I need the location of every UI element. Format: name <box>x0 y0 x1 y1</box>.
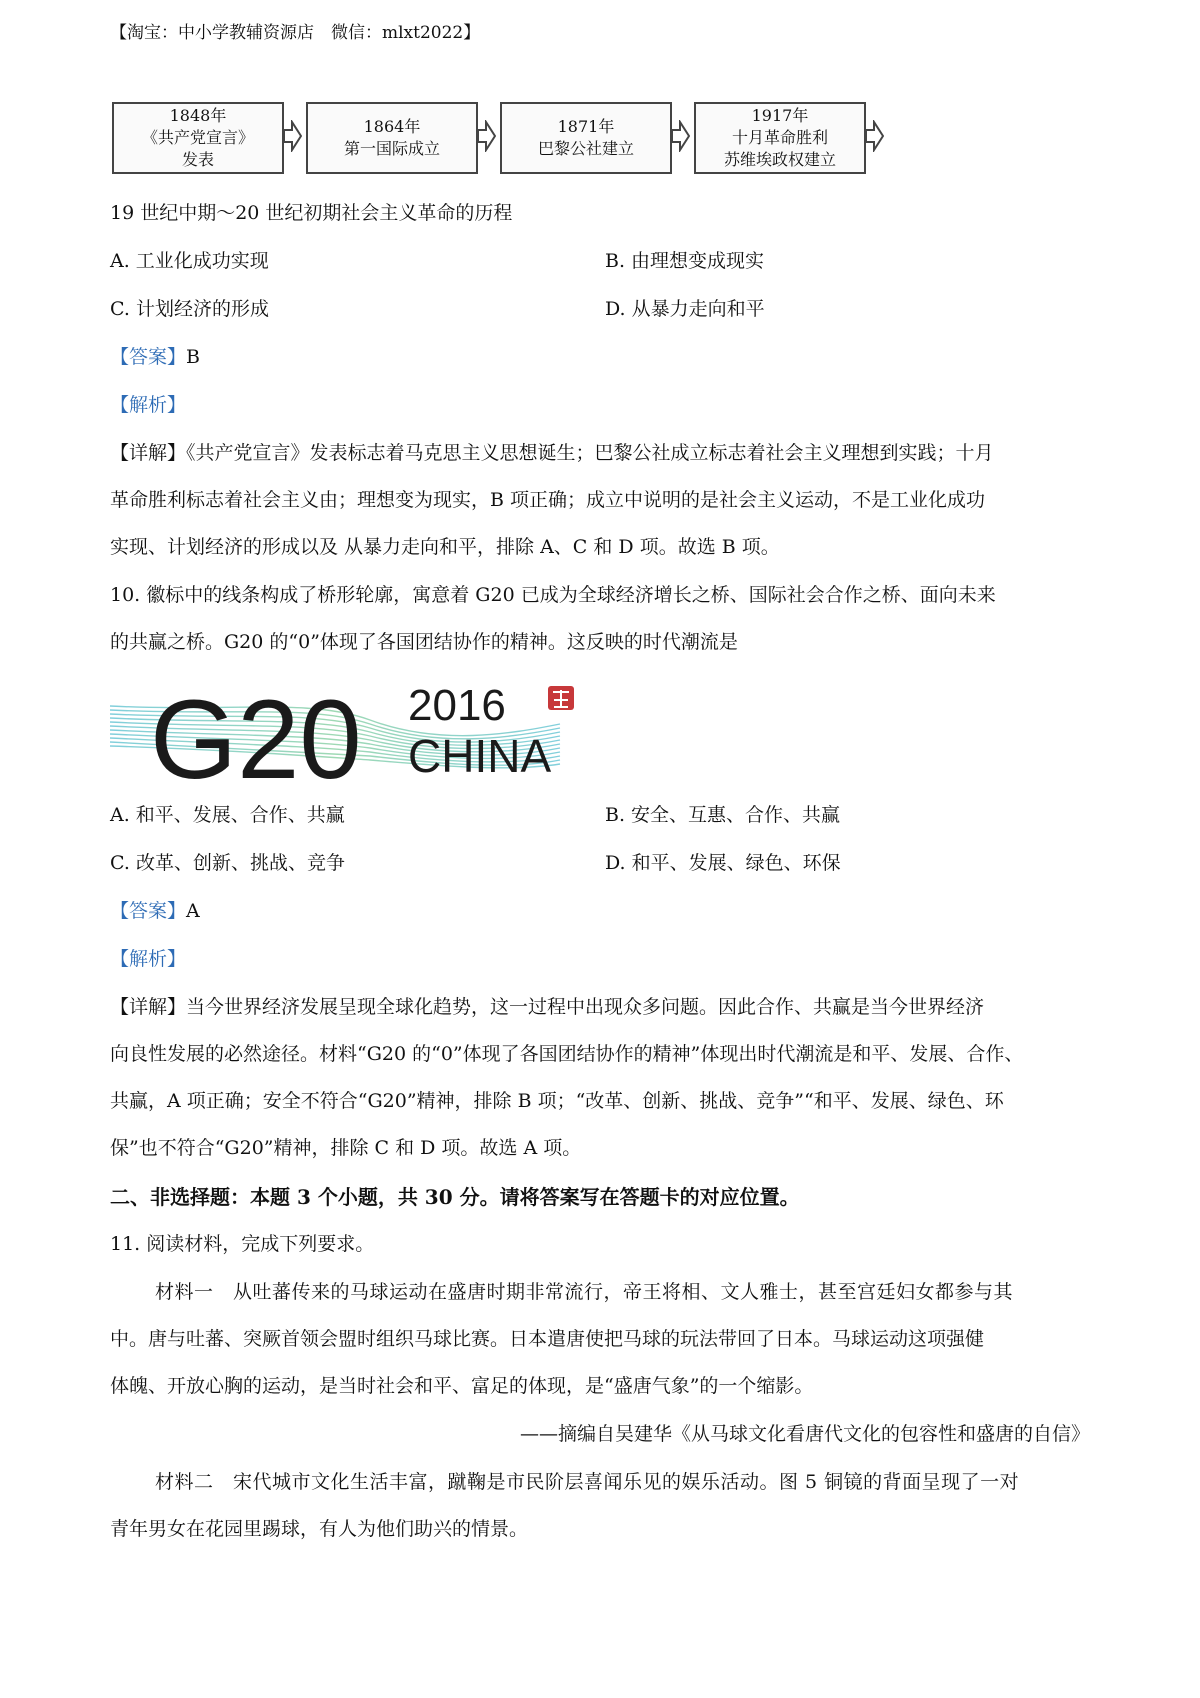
answer-value: A <box>186 900 200 922</box>
q10-answer <box>110 896 200 923</box>
timeline-year: 1864年 <box>363 117 421 136</box>
q11-material1-line-3: 体魄、开放心胸的运动，是当时社会和平、富足的体现，是“盛唐气象”的一个缩影。 <box>110 1375 814 1397</box>
q9-analysis-label: 【解析】 <box>110 394 187 416</box>
q9-option-c: C. 计划经济的形成 <box>110 298 269 320</box>
timeline-text: 苏维埃政权建立 <box>723 150 836 169</box>
timeline-year: 1917年 <box>751 106 809 125</box>
timeline-text: 第一国际成立 <box>343 139 440 158</box>
q10-analysis-label: 【解析】 <box>110 948 187 970</box>
q10-stem-line-1: 10. 徽标中的线条构成了桥形轮廓，寓意着 G20 已成为全球经济增长之桥、国际社会合作之桥、面向未来 <box>110 584 996 606</box>
q11-material2-line-1: 材料二 宋代城市文化生活丰富，蹴鞠是市民阶层喜闻乐见的娱乐活动。图 5 铜镜的背面呈现了一对 <box>155 1471 1020 1493</box>
q10-detail-line-1 <box>110 992 984 1019</box>
q10-detail-line-4: 保”也不符合“G20”精神，排除 C 和 D 项。故选 A 项。 <box>110 1137 582 1159</box>
detail-text: 《共产党宣言》发表标志着马克思主义思想诞生；巴黎公社成立标志着社会主义理想到实践；十月 <box>186 442 994 464</box>
q9-option-b: B. 由理想变成现实 <box>605 250 765 272</box>
q11-material1-line-1: 材料一 从吐蕃传来的马球运动在盛唐时期非常流行，帝王将相、文人雅士，甚至宫廷妇女都参与其 <box>155 1281 1014 1303</box>
logo-country-text: CHINA <box>408 730 552 782</box>
q11-material2-line-2: 青年男女在花园里踢球，有人为他们助兴的情景。 <box>110 1518 529 1540</box>
timeline-text: 巴黎公社建立 <box>537 139 634 158</box>
logo-year-text: 2016 <box>408 681 506 730</box>
timeline-text: 十月革命胜利 <box>731 128 828 147</box>
answer-label: 【答案】 <box>110 900 187 922</box>
timeline-year: 1848年 <box>169 106 227 125</box>
detail-label: 【详解】 <box>110 996 187 1018</box>
section-heading: 二、非选择题：本题 3 个小题，共 30 分。请将答案写在答题卡的对应位置。 <box>110 1185 800 1209</box>
timeline-diagram <box>112 98 952 178</box>
q10-option-d: D. 和平、发展、绿色、环保 <box>605 852 841 874</box>
logo-main-text: G20 <box>150 677 362 788</box>
timeline-text: 《共产党宣言》 <box>141 128 254 147</box>
q11-source: ——摘编自吴建华《从马球文化看唐代文化的包容性和盛唐的自信》 <box>519 1423 1090 1445</box>
timeline-box-1864 <box>306 102 478 174</box>
q9-detail-line-3: 实现、计划经济的形成以及 从暴力走向和平，排除 A、C 和 D 项。故选 B 项。 <box>110 536 780 558</box>
arrow-right-icon <box>672 120 690 152</box>
timeline-text: 发表 <box>181 150 214 169</box>
q9-option-d: D. 从暴力走向和平 <box>605 298 765 320</box>
q10-option-a: A. 和平、发展、合作、共赢 <box>110 804 345 826</box>
q9-detail-line-1 <box>110 438 994 465</box>
arrow-right-icon <box>866 120 884 152</box>
detail-label: 【详解】 <box>110 442 187 464</box>
q9-option-a: A. 工业化成功实现 <box>110 250 269 272</box>
q9-detail-line-2: 革命胜利标志着社会主义由；理想变为现实，B 项正确；成立中说明的是社会主义运动，不是工业化成功 <box>110 489 986 511</box>
arrow-right-icon <box>478 120 496 152</box>
timeline-box-1917 <box>694 102 866 174</box>
q9-stem: 19 世纪中期～20 世纪初期社会主义革命的历程 <box>110 202 513 224</box>
timeline-year: 1871年 <box>557 117 615 136</box>
answer-value: B <box>186 346 200 368</box>
detail-text: 当今世界经济发展呈现全球化趋势，这一过程中出现众多问题。因此合作、共赢是当今世界经济 <box>186 996 985 1018</box>
q10-option-c: C. 改革、创新、挑战、竞争 <box>110 852 345 874</box>
q10-detail-line-3: 共赢，A 项正确；安全不符合“G20”精神，排除 B 项；“改革、创新、挑战、竞争”“和平、发展、绿色、环 <box>110 1090 1004 1112</box>
q10-stem-line-2: 的共赢之桥。G20 的“0”体现了各国团结协作的精神。这反映的时代潮流是 <box>110 631 738 653</box>
timeline-box-1848 <box>112 102 284 174</box>
arrow-right-icon <box>284 120 302 152</box>
q11-stem: 11. 阅读材料，完成下列要求。 <box>110 1233 375 1255</box>
q10-detail-line-2: 向良性发展的必然途径。材料“G20 的“0”体现了各国团结协作的精神”体现出时代潮流是和平、发展、合作、 <box>110 1043 1024 1065</box>
header-note: 【淘宝：中小学教辅资源店 微信：mlxt2022】 <box>110 23 481 43</box>
q10-option-b: B. 安全、互惠、合作、共赢 <box>605 804 841 826</box>
timeline-box-1871 <box>500 102 672 174</box>
q11-material1-line-2: 中。唐与吐蕃、突厥首领会盟时组织马球比赛。日本遣唐使把马球的玩法带回了日本。马球运动这项强健 <box>110 1328 985 1350</box>
q9-answer <box>110 342 200 369</box>
answer-label: 【答案】 <box>110 346 187 368</box>
g20-logo <box>110 668 610 788</box>
